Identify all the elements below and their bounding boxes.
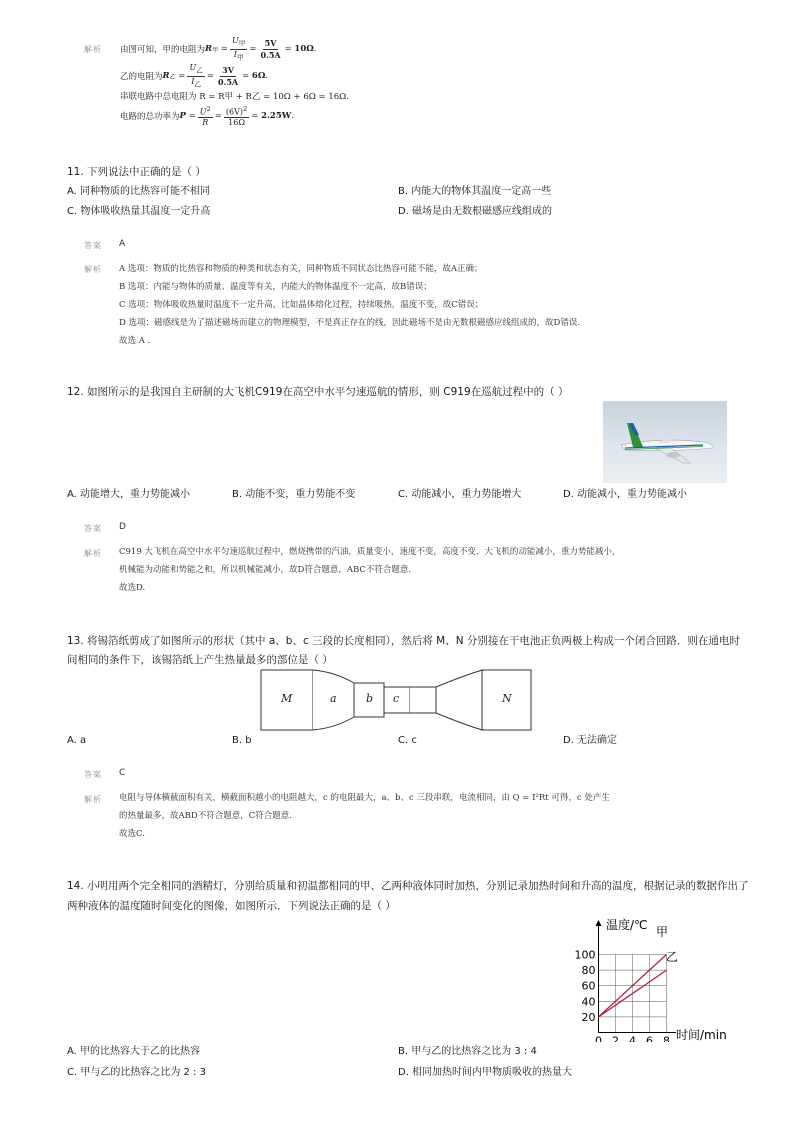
- temperature-time-chart: [566, 912, 736, 1042]
- x-tick-label: 0: [595, 1034, 602, 1042]
- x-tick-label: 4: [629, 1034, 636, 1042]
- x-tick-label: 8: [663, 1034, 670, 1042]
- prev-line2-prefix: 乙的电阻为: [120, 72, 163, 82]
- q13-explain-0: 电阻与导体横截面积有关，横截面积越小的电阻越大，c 的电阻最大，a、b、c 三段串联，电流相同，由 Q = I²Rt 可得，c 处产生: [119, 793, 610, 803]
- q11-explain-2: C 选项：物体吸收热量时温度不一定升高，比如晶体熔化过程，持续吸热，温度不变，故C错误；: [119, 300, 484, 310]
- q12-option-a[interactable]: A. 动能增大，重力势能减小: [67, 489, 191, 500]
- label-n: N: [502, 692, 512, 705]
- q14-option-a[interactable]: A. 甲的比热容大于乙的比热容: [67, 1046, 201, 1057]
- q14-stem-line2: 两种液体的温度随时间变化的图像，如图所示．下列说法正确的是（ ）: [67, 900, 396, 912]
- prev-line4-eq: P = $\frac{U^2}{R}$ = $\frac{(6V)^2}{16\Omega}$ = 2.25W .: [179, 104, 295, 128]
- q11-explain-1: B 选项：内能与物体的质量、温度等有关，内能大的物体温度不一定高，故B错误；: [119, 282, 432, 292]
- q13-option-a[interactable]: A. a: [67, 735, 87, 746]
- y-axis-arrow: [596, 920, 602, 926]
- label-m: M: [281, 692, 293, 705]
- prev-line1: [120, 36, 317, 62]
- q11-option-b[interactable]: B. 内能大的物体其温度一定高一些: [398, 186, 552, 197]
- legend-jia: 甲: [656, 925, 669, 939]
- legend-yi: 乙: [666, 950, 679, 964]
- c919-airplane-image: [603, 401, 727, 483]
- q11-answer: A: [119, 239, 126, 249]
- y-tick-label: 80: [581, 964, 596, 978]
- q12-explain-1: 机械能为动能和势能之和，所以机械能减小，故D符合题意，ABC不符合题意.: [119, 565, 412, 575]
- q11-analysis-tag: 解析: [84, 265, 102, 274]
- q11-explain-3: D 选项：磁感线是为了描述磁场而建立的物理模型，不是真正存在的线，因此磁场不是由无数根磁感应线组成的，故D错误.: [119, 318, 581, 328]
- q13-answer-tag: 答案: [84, 770, 102, 779]
- y-tick-label: 40: [581, 995, 596, 1009]
- y-tick-label: 60: [581, 979, 596, 993]
- q11-option-c[interactable]: C. 物体吸收热量其温度一定升高: [67, 206, 211, 217]
- q14-option-b[interactable]: B. 甲与乙的比热容之比为 3 : 4: [398, 1046, 537, 1057]
- q11-option-a[interactable]: A. 同种物质的比热容可能不相同: [67, 186, 211, 197]
- q12-answer: D: [119, 522, 126, 532]
- q11-stem: 11. 下列说法中正确的是（ ）: [67, 166, 206, 178]
- analysis-tag: 解析: [84, 45, 102, 54]
- q13-option-b[interactable]: B. b: [232, 735, 252, 746]
- q13-stem-line1: 13. 将锡箔纸剪成了如图所示的形状（其中 a、b、c 三段的长度相同），然后将 M、N 分别接在干电池正负两极上构成一个闭合回路．则在通电时: [67, 635, 740, 647]
- q12-option-d[interactable]: D. 动能减小，重力势能减小: [563, 489, 688, 500]
- tin-foil-diagram: [260, 669, 532, 731]
- prev-line4-prefix: 电路的总功率为: [120, 112, 180, 122]
- y-axis-label: 温度/℃: [606, 918, 648, 932]
- airplane-illustration: [603, 401, 727, 483]
- prev-line1-eq: R 甲 = $\frac{U_甲}{I_甲}$ = $\frac{5V}{0.5A}$ = 10Ω .: [205, 35, 317, 62]
- label-c: c: [393, 692, 400, 705]
- q11-explain-0: A 选项：物质的比热容和物质的种类和状态有关，同种物质不同状态比热容可能不能，故A正确；: [119, 264, 483, 274]
- x-tick-label: 6: [646, 1034, 653, 1042]
- prev-line2-eq: R 乙 = $\frac{U_乙}{I_乙}$ = $\frac{3V}{0.5A}$ = 6Ω .: [162, 62, 269, 89]
- prev-line2: [120, 63, 268, 89]
- q13-explain-1: 的热量最多，故ABD不符合题意，C符合题意.: [119, 811, 292, 821]
- y-tick-label: 100: [574, 948, 596, 962]
- q13-explain-2: 故选C.: [119, 829, 145, 839]
- prev-line3: 串联电路中总电阻为 R = R甲 + R乙 = 10Ω + 6Ω = 16Ω.: [120, 92, 349, 102]
- q12-stem: 12. 如图所示的是我国自主研制的大飞机C919在高空中水平匀速巡航的情形，则 C919在巡航过程中的（ ）: [67, 386, 569, 398]
- prev-line4: [120, 103, 294, 129]
- q13-stem-line2: 间相同的条件下，该锡箔纸上产生热量最多的部位是（ ）: [67, 654, 333, 666]
- q12-explain-2: 故选D.: [119, 583, 146, 593]
- q14-option-d[interactable]: D. 相同加热时间内甲物质吸收的热量大: [398, 1067, 573, 1078]
- q12-explain-0: C919 大飞机在高空中水平匀速巡航过程中，燃烧携带的汽油，质量变小，速度不变，高度不变，大飞机的动能减小，重力势能减小，: [119, 547, 621, 557]
- q12-answer-tag: 答案: [84, 524, 102, 533]
- label-b: b: [366, 692, 374, 705]
- x-axis-label: 时间/min: [676, 1028, 727, 1042]
- x-tick-label: 2: [612, 1034, 619, 1042]
- q13-analysis-tag: 解析: [84, 795, 102, 804]
- q14-stem-line1: 14. 小明用两个完全相同的酒精灯，分别给质量和初温都相同的甲、乙两种液体同时加热，分别记录加热时间和升高的温度，根据记录的数据作出了: [67, 880, 749, 892]
- y-tick-label: 20: [581, 1010, 596, 1024]
- q13-option-d[interactable]: D. 无法确定: [563, 735, 618, 746]
- label-a: a: [330, 692, 337, 705]
- q11-explain-4: 故选 A .: [119, 336, 151, 346]
- q14-option-c[interactable]: C. 甲与乙的比热容之比为 2 : 3: [67, 1067, 206, 1078]
- q12-option-c[interactable]: C. 动能减小，重力势能增大: [398, 489, 522, 500]
- q11-answer-tag: 答案: [84, 241, 102, 250]
- prev-line1-prefix: 由图可知，甲的电阻为: [120, 45, 206, 55]
- q11-option-d[interactable]: D. 磁场是由无数根磁感应线组成的: [398, 206, 553, 217]
- q13-option-c[interactable]: C. c: [398, 735, 417, 746]
- q13-answer: C: [119, 768, 126, 778]
- q12-analysis-tag: 解析: [84, 549, 102, 558]
- q12-option-b[interactable]: B. 动能不变，重力势能不变: [232, 489, 356, 500]
